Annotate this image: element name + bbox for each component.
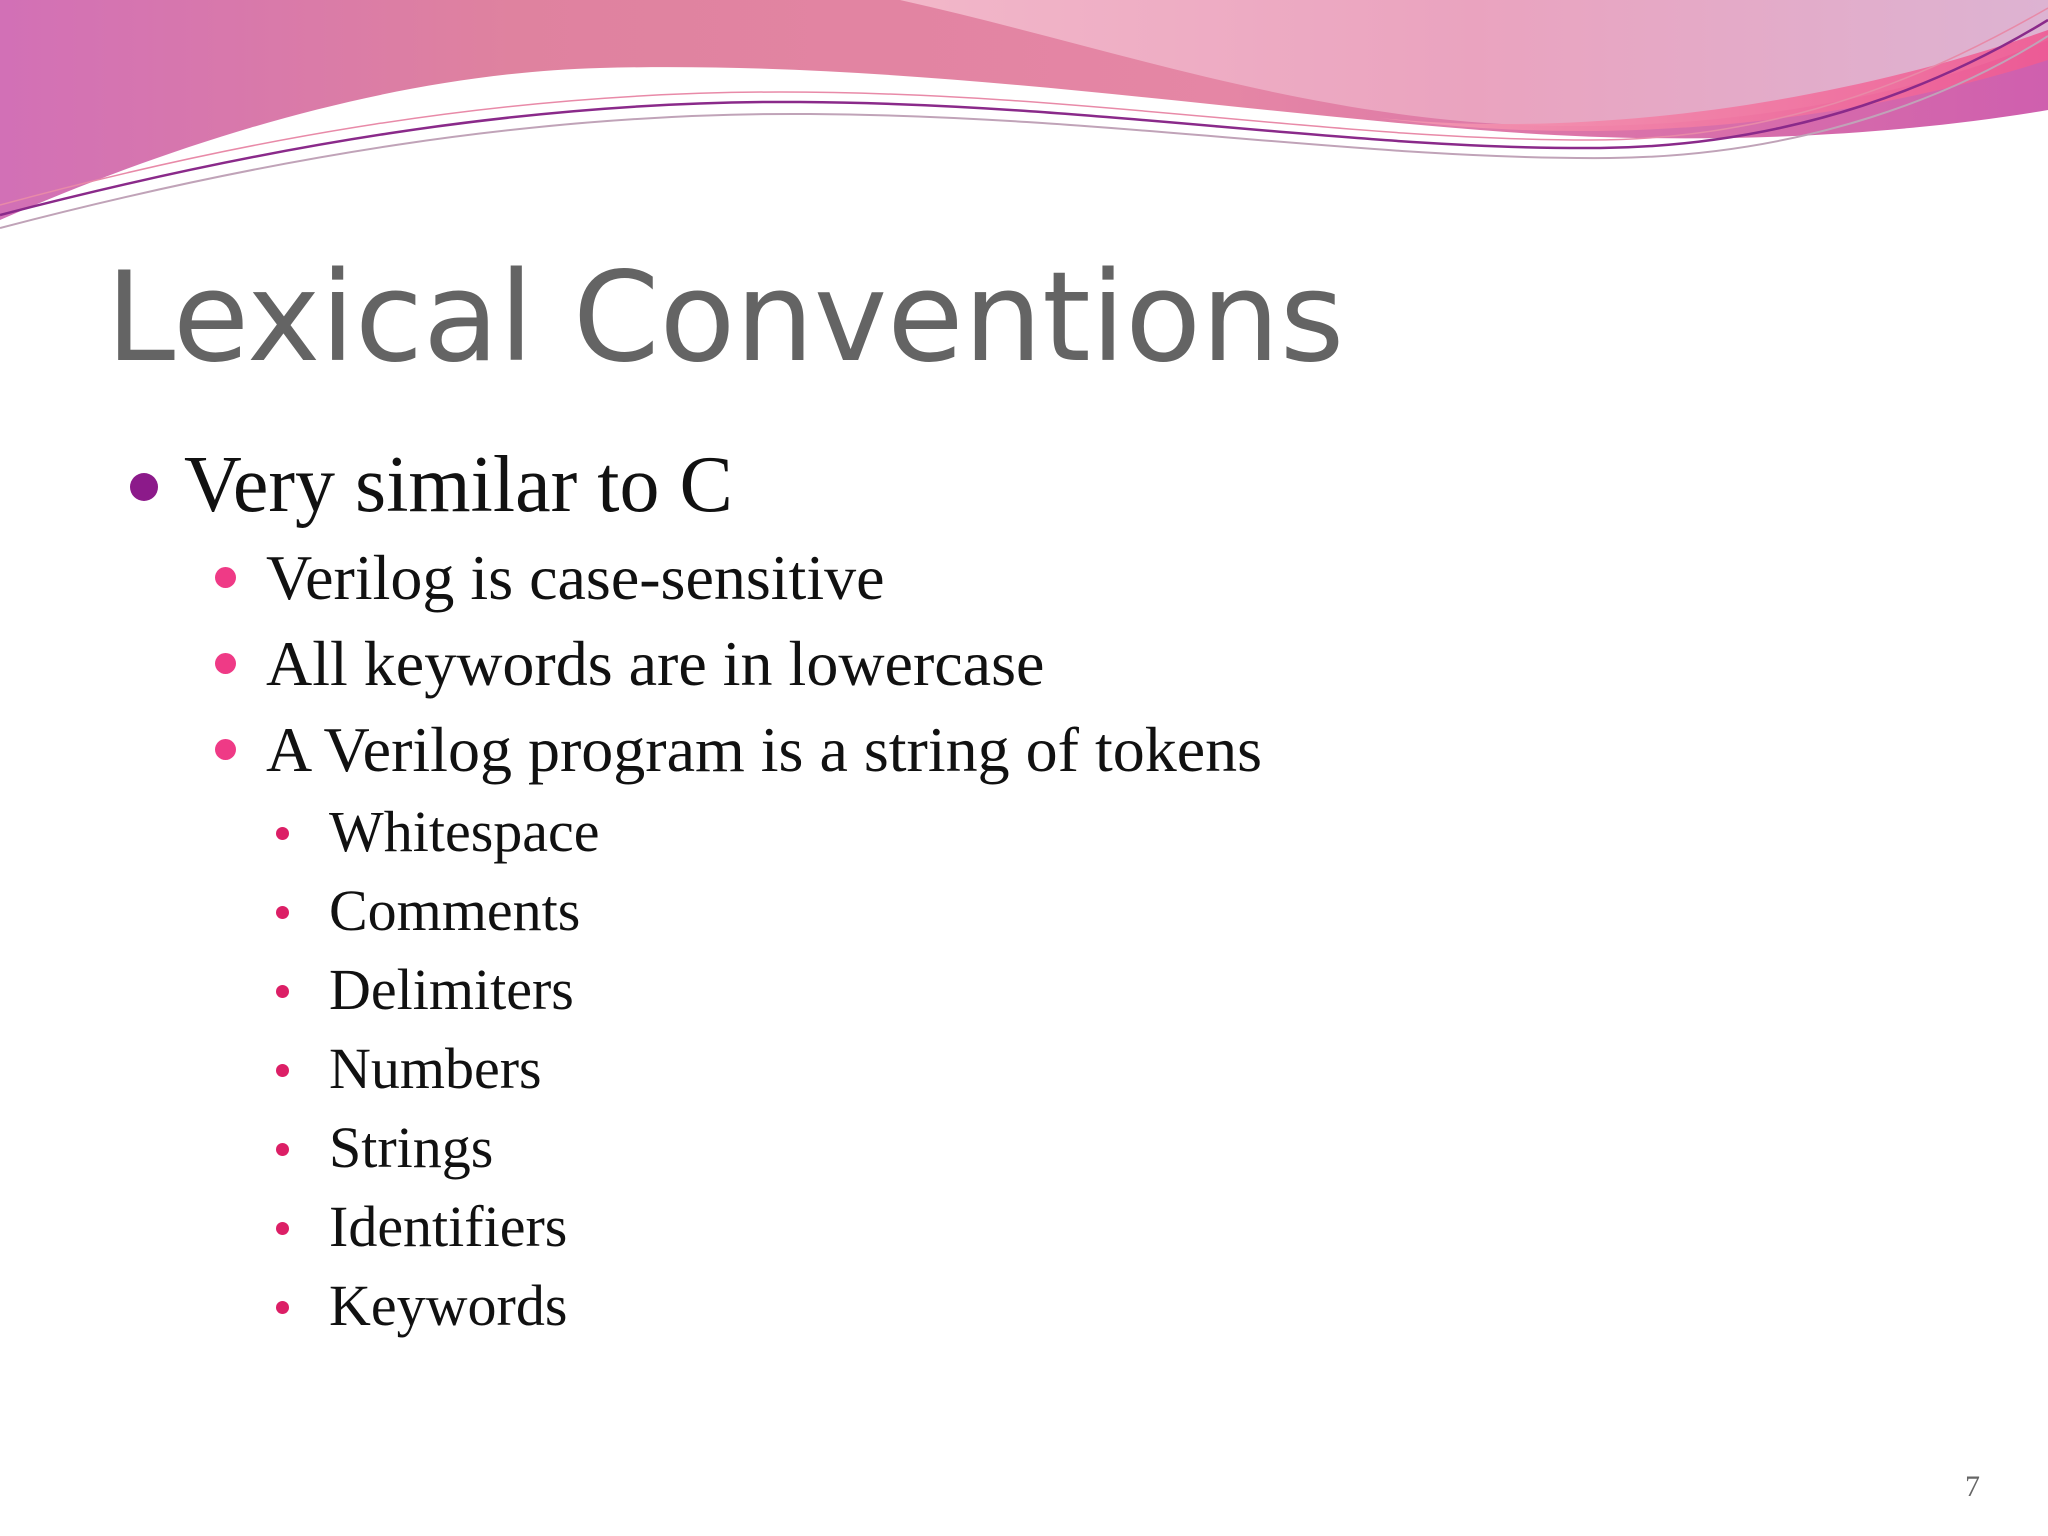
bullet-text: All keywords are in lowercase (266, 628, 1045, 699)
bullet-dot-icon (215, 739, 236, 760)
bullet-text: A Verilog program is a string of tokens (266, 714, 1263, 785)
bullet-dot-icon (130, 473, 158, 501)
bullet-text: Numbers (329, 1036, 542, 1101)
bullet-text: Verilog is case-sensitive (266, 542, 885, 613)
bullet-dot-icon (276, 827, 289, 840)
bullet-item (329, 955, 574, 1025)
bullet-text: Identifiers (329, 1194, 568, 1259)
bullet-dot-icon (276, 1222, 289, 1235)
bullet-text: Whitespace (329, 799, 600, 864)
bullet-dot-icon (276, 1064, 289, 1077)
bullet-item (329, 1113, 493, 1183)
slide-title: Lexical Conventions (106, 246, 1345, 390)
bullet-text: Very similar to C (184, 441, 733, 529)
bullet-text: Keywords (329, 1273, 568, 1338)
bullet-item (329, 797, 600, 867)
bullet-dot-icon (276, 1143, 289, 1156)
bullet-item (184, 440, 733, 530)
bullet-item (329, 1034, 542, 1104)
bullet-item (329, 876, 580, 946)
bullet-item (266, 626, 1044, 702)
bullet-dot-icon (215, 653, 236, 674)
bullet-dot-icon (276, 985, 289, 998)
bullet-dot-icon (276, 906, 289, 919)
bullet-text: Delimiters (329, 957, 574, 1022)
bullet-text: Strings (329, 1115, 494, 1180)
bullet-item (329, 1192, 567, 1262)
bullet-item (266, 712, 1262, 788)
bullet-dot-icon (276, 1301, 289, 1314)
bullet-item (266, 540, 885, 616)
bullet-dot-icon (215, 567, 236, 588)
bullet-text: Comments (329, 878, 581, 943)
page-number: 7 (1965, 1470, 1980, 1503)
bullet-item (329, 1271, 567, 1341)
